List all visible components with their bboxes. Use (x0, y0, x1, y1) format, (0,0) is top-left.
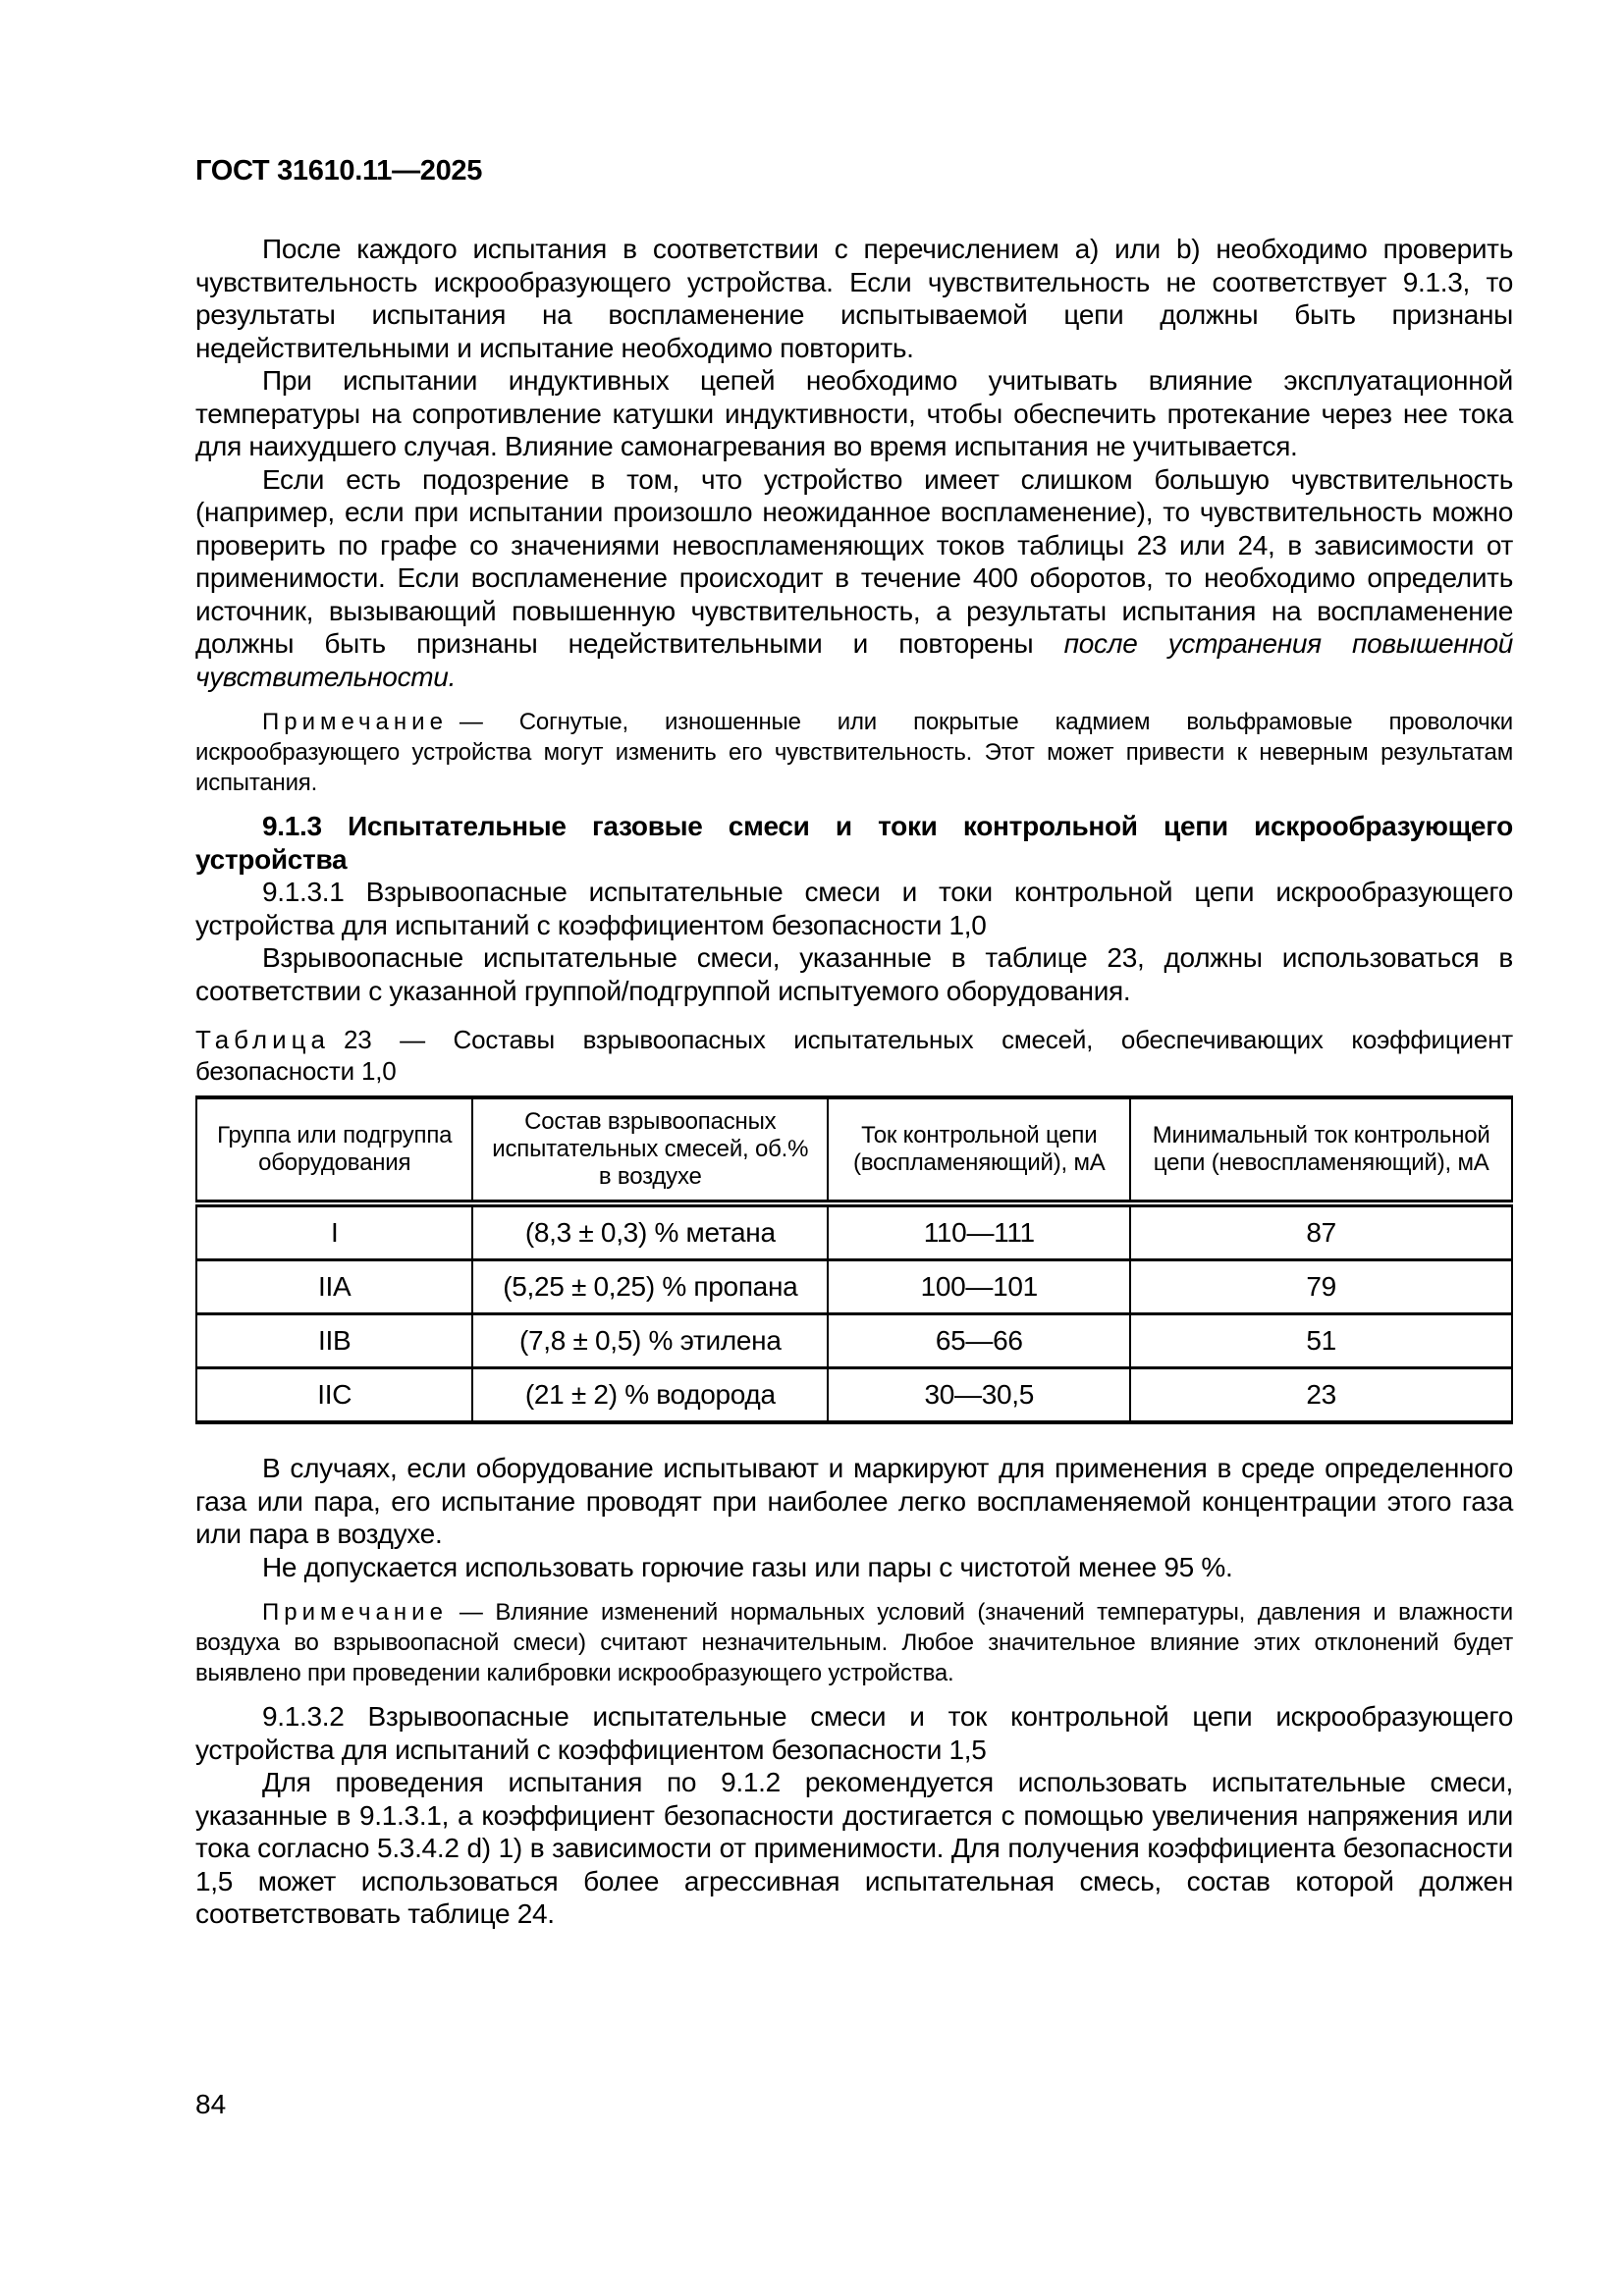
paragraph-suspicion-main: Если есть подозрение в том, что устройство имеет слишком большую чувствительность (например, если при испытании произошло неожиданное воспламенение), то чувствительность можно проверить по графе со значениями невоспламеняющих токов таблицы 23 или 24, в зависимости от применимости. Если воспламенение происходит в течение 400 оборотов, то необходимо определить источник, вызывающий повышенную чувствительность, а результаты испытания на воспламенение должны быть признаны недействительными и повторены (195, 463, 1513, 659)
cell-igniting-current: 30—30,5 (828, 1368, 1130, 1423)
table-23-caption (195, 1024, 1513, 1087)
table-23 (195, 1095, 1513, 1424)
table-row (196, 1260, 1512, 1314)
note-1-label: Примечание (262, 709, 448, 735)
paragraph-inductive-circuits: При испытании индуктивных цепей необходимо учитывать влияние эксплуатационной температуры на сопротивление катушки индуктивности, чтобы обеспечить протекание через нее тока для наихудшего случая. Влияние самонагревания во время испытания не учитывается. (195, 365, 1513, 461)
note-2 (195, 1597, 1513, 1688)
cell-non-igniting-current: 79 (1130, 1260, 1512, 1314)
cell-mixture: (7,8 ± 0,5) % этилена (472, 1314, 828, 1368)
table-23-caption-label: Таблица (195, 1025, 330, 1054)
cell-igniting-current: 100—101 (828, 1260, 1130, 1314)
paragraph-9-1-3-2-intro: 9.1.3.2 Взрывоопасные испытательные смеси и ток контрольной цепи искрообразующего устройства для испытаний с коэффициентом безопасности 1,5 (195, 1701, 1513, 1765)
cell-igniting-current: 65—66 (828, 1314, 1130, 1368)
column-header-igniting-current: Ток контрольной цепи (воспламеняющий), мА (828, 1097, 1130, 1203)
section-heading-9-1-3: 9.1.3 Испытательные газовые смеси и токи контрольной цепи искрообразующего устройства (195, 811, 1513, 875)
paragraph-suspicion-italic: после устранения повышенной чувствительности. (195, 628, 1513, 692)
paragraph-purity: Не допускается использовать горючие газы или пары с чистотой менее 95 %. (262, 1551, 1233, 1582)
cell-group: IIA (196, 1260, 472, 1314)
paragraph-suspicion (195, 463, 1513, 694)
table-23-caption-text: 23 — Составы взрывоопасных испытательных смесей, обеспечивающих коэффициент безопасности 1,0 (195, 1025, 1513, 1086)
table-23-header (196, 1097, 1512, 1203)
cell-group: IIC (196, 1368, 472, 1423)
cell-group: I (196, 1203, 472, 1260)
cell-mixture: (5,25 ± 0,25) % пропана (472, 1260, 828, 1314)
cell-group: IIB (196, 1314, 472, 1368)
paragraph-for-test-9-1-2: Для проведения испытания по 9.1.2 рекомендуется использовать испытательные смеси, указанные в 9.1.3.1, а коэффициент безопасности достигается с помощью увеличения напряжения или тока согласно 5.3.4.2 d) 1) в зависимости от применимости. Для получения коэффициента безопасности 1,5 может использоваться более агрессивная испытательная смесь, состав которой должен соответствовать таблице 24. (195, 1767, 1513, 1929)
table-row (196, 1203, 1512, 1260)
note-1-text: — Согнутые, изношенные или покрытые кадмием вольфрамовые проволочки искрообразующего устройства могут изменить его чувствительность. Этот может привести к неверным результатам испытания. (195, 709, 1513, 796)
cell-mixture: (21 ± 2) % водорода (472, 1368, 828, 1423)
note-1 (195, 707, 1513, 798)
table-row (196, 1368, 1512, 1423)
column-header-mixture: Состав взрывоопасных испытательных смесей, об.% в воздухе (472, 1097, 828, 1203)
page-number: 84 (195, 2089, 227, 2119)
document-code-header: ГОСТ 31610.11—2025 (195, 155, 483, 187)
note-2-text: — Влияние изменений нормальных условий (значений температуры, давления и влажности воздуха во взрывоопасной смеси) считают незначительным. Любое значительное влияние этих отклонений будет выявлено при проведении калибровки искрообразующего устройства. (195, 1599, 1513, 1686)
paragraph-after-each-test: После каждого испытания в соответствии с перечислением а) или b) необходимо проверить чувствительность искрообразующего устройства. Если чувствительность не соответствует 9.1.3, то результаты испытания на воспламенение испытываемой цепи должны быть признаны недействительными и испытание необходимо повторить. (195, 234, 1513, 363)
note-2-label: Примечание (262, 1599, 448, 1626)
cell-non-igniting-current: 87 (1130, 1203, 1512, 1260)
paragraph-in-cases: В случаях, если оборудование испытывают и маркируют для применения в среде определенного газа или пара, его испытание проводят при наиболее легко воспламеняемой концентрации этого газа или пара в воздухе. (195, 1453, 1513, 1549)
table-23-body (196, 1203, 1512, 1422)
column-header-group: Группа или подгруппа оборудования (196, 1097, 472, 1203)
table-header-row (196, 1097, 1512, 1203)
cell-non-igniting-current: 51 (1130, 1314, 1512, 1368)
cell-mixture: (8,3 ± 0,3) % метана (472, 1203, 828, 1260)
column-header-non-igniting-current: Минимальный ток контрольной цепи (невоспламеняющий), мА (1130, 1097, 1512, 1203)
paragraph-mixtures-usage: Взрывоопасные испытательные смеси, указанные в таблице 23, должны использоваться в соответствии с указанной группой/подгруппой испытуемого оборудования. (195, 942, 1513, 1006)
cell-non-igniting-current: 23 (1130, 1368, 1512, 1423)
cell-igniting-current: 110—111 (828, 1203, 1130, 1260)
paragraph-9-1-3-1-intro: 9.1.3.1 Взрывоопасные испытательные смеси и токи контрольной цепи искрообразующего устройства для испытаний с коэффициентом безопасности 1,0 (195, 877, 1513, 940)
table-row (196, 1314, 1512, 1368)
